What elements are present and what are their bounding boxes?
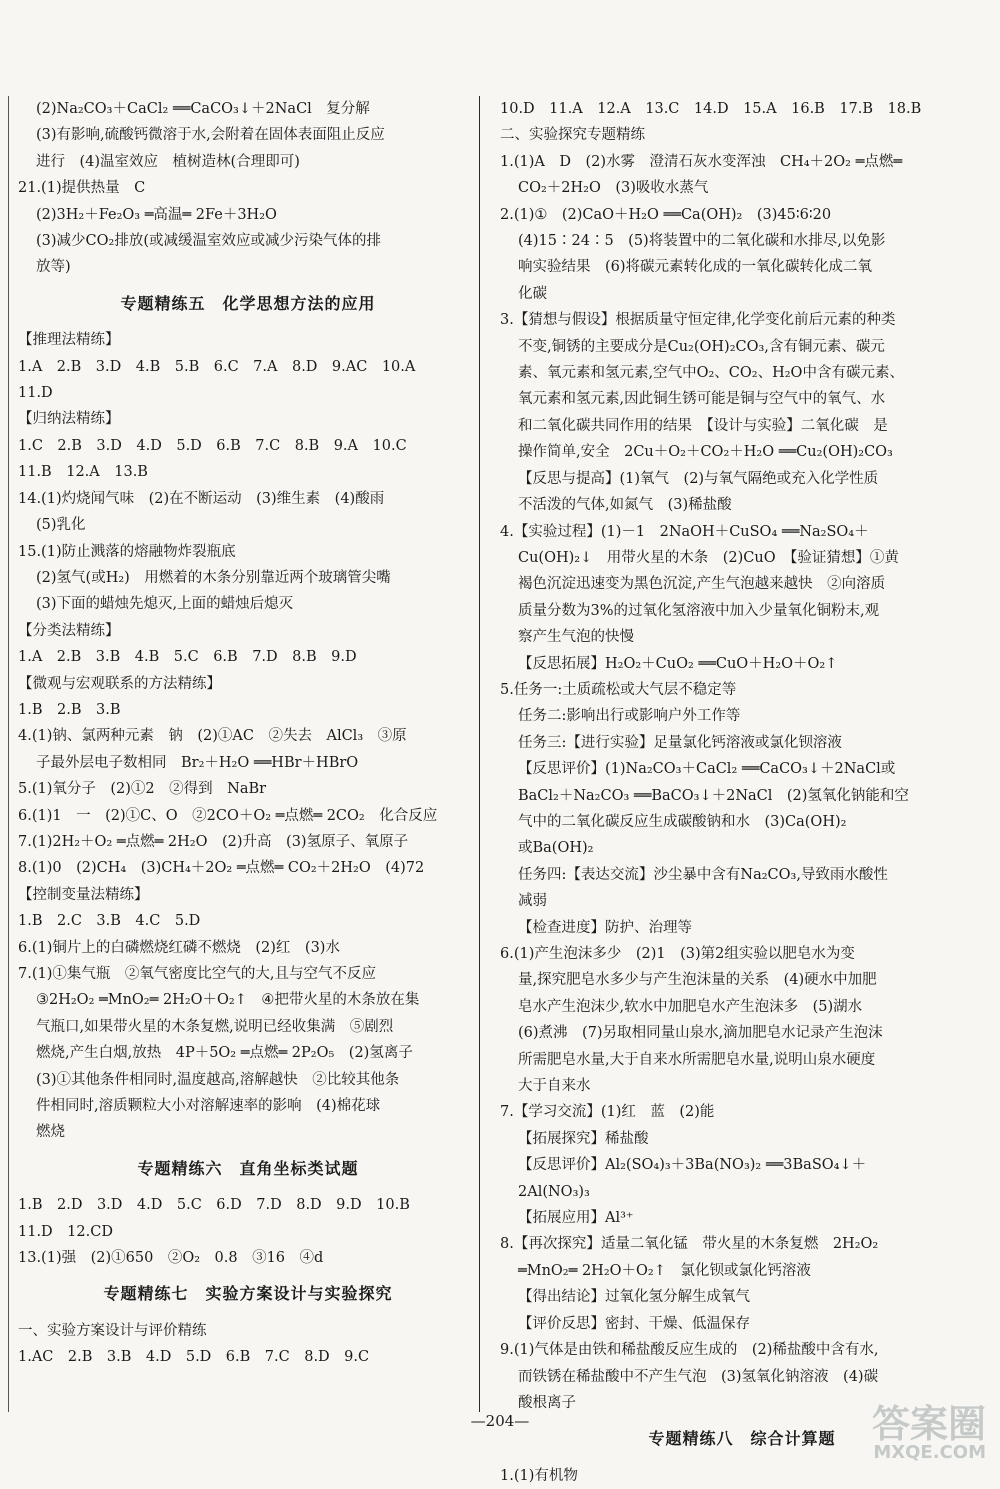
left-column [18, 96, 478, 1371]
answer-line: 或Ba(OH)₂ [518, 840, 594, 857]
answer-line: 5.(1)氧分子 (2)①2 ②得到 NaBr [18, 781, 267, 798]
answer-line: 放等) [36, 259, 71, 276]
answer-line: 子最外层电子数相同 Br₂＋H₂O ══HBr＋HBrO [36, 754, 359, 771]
answer-line: (5)乳化 [36, 517, 86, 534]
answer-line: (2)3H₂＋Fe₂O₃ ═高温═ 2Fe＋3H₂O [36, 206, 277, 223]
answer-line: 11.D 12.CD [18, 1223, 113, 1240]
answer-line: (3)①其他条件相同时,温度越高,溶解越快 ②比较其他条 [36, 1071, 400, 1088]
answer-line: 【反思与提高】(1)氧气 (2)与氧气隔绝或充入化学性质 [518, 470, 879, 487]
answer-line: 【分类法精练】 [18, 622, 120, 639]
answer-line: 7.(1)2H₂＋O₂ ═点燃═ 2H₂O (2)升高 (3)氢原子、氧原子 [18, 833, 409, 850]
answer-line: 量,探究肥皂水多少与产生泡沫量的关系 (4)硬水中加肥 [518, 972, 877, 989]
answer-line: 8.(1)0 (2)CH₄ (3)CH₄＋2O₂ ═点燃═ CO₂＋2H₂O (4)72 [18, 860, 425, 877]
answer-line: ③2H₂O₂ ═MnO₂═ 2H₂O＋O₂↑ ④把带火星的木条放在集 [36, 992, 420, 1009]
answer-line: 素、氧元素和氢元素,空气中O₂、CO₂、H₂O中含有碳元素、 [518, 365, 904, 382]
answer-line: 【微观与宏观联系的方法精练】 [18, 675, 221, 692]
answer-line: 10.D 11.A 12.A 13.C 14.D 15.A 16.B 17.B 18.B [500, 101, 922, 117]
answer-line: 4.(1)钠、氯两种元素 钠 (2)①AC ②失去 AlCl₃ ③原 [18, 728, 407, 745]
answer-line: 和二氧化碳共同作用的结果 【设计与实验】二氧化碳 是 [518, 417, 888, 434]
answer-line: (3)减少CO₂排放(或减缓温室效应或减少污染气体的排 [36, 233, 381, 250]
column-divider [479, 96, 480, 1412]
answer-line: 5.任务一:土质疏松或大气层不稳定等 [500, 681, 737, 698]
answer-line: 大于自来水 [518, 1078, 591, 1095]
answer-line: 【检查进度】防护、治理等 [518, 919, 692, 936]
answer-line: 【拓展应用】Al³⁺ [518, 1210, 634, 1227]
answer-line: 而铁锈在稀盐酸中不产生气泡 (3)氢氧化钠溶液 (4)碳 [518, 1368, 879, 1385]
answer-line: 8.【再次探究】适量二氧化锰 带火星的木条复燃 2H₂O₂ [500, 1236, 879, 1253]
answer-line: 所需肥皂水量,大于自来水所需肥皂水量,说明山泉水硬度 [518, 1051, 876, 1068]
answer-line: 11.B 12.A 13.B [18, 464, 148, 481]
watermark-logo [796, 1393, 986, 1463]
answer-line: 11.D [18, 385, 53, 402]
watermark-url: MXQE.COM [873, 1442, 986, 1463]
answer-line: 氧元素和氢元素,因此铜生锈可能是铜与空气中的氧气、水 [518, 391, 886, 408]
answer-line: 酸根离子 [518, 1394, 576, 1411]
answer-line: 燃烧,产生白烟,放热 4P＋5O₂ ═点燃═ 2P₂O₅ (2)氢离子 [36, 1045, 413, 1062]
answer-line: 化碳 [518, 285, 547, 302]
answer-line: (2)Na₂CO₃＋CaCl₂ ══CaCO₃↓＋2NaCl 复分解 [36, 101, 370, 117]
answer-line: 【控制变量法精练】 [18, 886, 149, 903]
answer-line: 1.AC 2.B 3.B 4.D 5.D 6.B 7.C 8.D 9.C [18, 1349, 370, 1366]
answer-line: 3.【猜想与假设】根据质量守恒定律,化学变化前后元素的种类 [500, 312, 896, 329]
answer-line: 件相同时,溶质颗粒大小对溶解速率的影响 (4)棉花球 [36, 1098, 381, 1115]
answer-line: 7.(1)①集气瓶 ②氧气密度比空气的大,且与空气不反应 [18, 966, 376, 982]
answer-line: 不活泼的气体,如氮气 (3)稀盐酸 [518, 497, 732, 514]
answer-line: 操作简单,安全 2Cu＋O₂＋CO₂＋H₂O ══Cu₂(OH)₂CO₃ [518, 444, 893, 461]
answer-line: (4)15∶24∶5 (5)将装置中的二氧化碳和水排尽,以免影 [518, 233, 886, 250]
answer-line: 燃烧 [36, 1124, 65, 1141]
answer-line: 【反思评价】(1)Na₂CO₃＋CaCl₂ ══CaCO₃↓＋2NaCl或 [518, 761, 896, 778]
answer-line: 1.(1)A D (2)水雾 澄清石灰水变浑浊 CH₄＋2O₂ ═点燃═ [500, 153, 903, 170]
answer-line: 6.(1)产生泡沫多少 (2)1 (3)第2组实验以肥皂水为变 [500, 946, 855, 962]
answer-line: 6.(1)铜片上的白磷燃烧红磷不燃烧 (2)红 (3)水 [18, 939, 340, 956]
answer-line: 2.(1)① (2)CaO＋H₂O ══Ca(OH)₂ (3)45∶6∶20 [500, 206, 832, 223]
answer-line: (3)有影响,硫酸钙微溶于水,会附着在固体表面阻止反应 [36, 127, 385, 144]
answer-line: 1.A 2.B 3.B 4.B 5.C 6.B 7.D 8.B 9.D [18, 649, 357, 666]
right-column [500, 96, 984, 1489]
answer-line: 13.(1)强 (2)①650 ②O₂ 0.8 ③16 ④d [18, 1250, 324, 1267]
answer-line: BaCl₂＋Na₂CO₃ ══BaCO₃↓＋2NaCl (2)氢氧化钠能和空 [518, 787, 909, 804]
section-heading: 专题精练七 实验方案设计与实验探究 [103, 1284, 393, 1304]
answer-line: 减弱 [518, 893, 547, 910]
answer-line: CO₂＋2H₂O (3)吸收水蒸气 [518, 180, 709, 197]
answer-line: 【评价反思】密封、干燥、低温保存 [518, 1315, 750, 1332]
answer-line: 1.A 2.B 3.D 4.B 5.B 6.C 7.A 8.D 9.AC 10.A [18, 358, 416, 375]
answer-line: 进行 (4)温室效应 植树造林(合理即可) [36, 153, 300, 170]
watermark-text: 答案圈 [871, 1402, 986, 1446]
answer-line: 气中的二氧化碳反应生成碳酸钠和水 (3)Ca(OH)₂ [518, 813, 847, 830]
answer-line: 1.B 2.B 3.B [18, 701, 121, 718]
answer-line: 6.(1)1 一 (2)①C、O ②2CO＋O₂ ═点燃═ 2CO₂ 化合反应 [18, 807, 438, 824]
answer-line: 1.(1)有机物 [500, 1467, 578, 1484]
answer-line: 【拓展探究】稀盐酸 [518, 1130, 649, 1147]
answer-line: 【反思评价】Al₂(SO₄)₃＋3Ba(NO₃)₂ ══3BaSO₄↓＋ [518, 1157, 867, 1174]
answer-line: 【反思拓展】H₂O₂＋CuO₂ ══CuO＋H₂O＋O₂↑ [518, 655, 838, 672]
answer-line: 21.(1)提供热量 C [18, 180, 146, 197]
answer-line: 褐色沉淀迅速变为黑色沉淀,产生气泡越来越快 ②向溶质 [518, 576, 886, 593]
answer-line: (2)氢气(或H₂) 用燃着的木条分别靠近两个玻璃管尖嘴 [36, 569, 391, 586]
answer-line: 【推理法精练】 [18, 332, 120, 349]
answer-line: 不变,铜锈的主要成分是Cu₂(OH)₂CO₃,含有铜元素、碳元 [518, 338, 885, 355]
answer-line: 2Al(NO₃)₃ [518, 1183, 590, 1200]
answer-line: 4.【实验过程】(1)－1 2NaOH＋CuSO₄ ══Na₂SO₄＋ [500, 523, 869, 540]
answer-line: 1.B 2.D 3.D 4.D 5.C 6.D 7.D 8.D 9.D 10.B [18, 1197, 410, 1214]
answer-line: 1.C 2.B 3.D 4.D 5.D 6.B 7.C 8.B 9.A 10.C [18, 437, 407, 454]
answer-line: 1.B 2.C 3.B 4.C 5.D [18, 913, 201, 930]
answer-line: 7.【学习交流】(1)红 蓝 (2)能 [500, 1104, 715, 1121]
answer-line: 质量分数为3%的过氧化氢溶液中加入少量氧化铜粉末,观 [518, 602, 880, 619]
answer-line: 【归纳法精练】 [18, 411, 120, 428]
answer-line: 察产生气泡的快慢 [518, 629, 634, 646]
answer-line: (3)下面的蜡烛先熄灭,上面的蜡烛后熄灭 [36, 596, 294, 613]
answer-line: 响实验结果 (6)将碳元素转化成的一氧化碳转化成二氧 [518, 259, 873, 276]
page-number: —204— [470, 1412, 530, 1430]
section-heading: 专题精练八 综合计算题 [648, 1429, 836, 1449]
answer-line: 皂水产生泡沫少,软水中加肥皂水产生泡沫多 (5)湖水 [518, 998, 863, 1015]
answer-line: Cu(OH)₂↓ 用带火星的木条 (2)CuO 【验证猜想】①黄 [518, 549, 899, 566]
section-heading: 专题精练五 化学思想方法的应用 [120, 293, 376, 313]
answer-line: 15.(1)防止溅落的熔融物炸裂瓶底 [18, 543, 236, 560]
left-margin-rule [8, 96, 9, 1412]
answer-line: 14.(1)灼烧闻气味 (2)在不断运动 (3)维生素 (4)酸雨 [18, 490, 385, 507]
answer-line: 【得出结论】过氧化氢分解生成氧气 [518, 1289, 750, 1306]
answer-line: 二、实验探究专题精练 [500, 127, 645, 144]
section-heading: 专题精练六 直角坐标类试题 [137, 1158, 359, 1178]
answer-line: (6)煮沸 (7)另取相同量山泉水,滴加肥皂水记录产生泡沫 [518, 1025, 883, 1042]
answer-line: 任务四:【表达交流】沙尘暴中含有Na₂CO₃,导致雨水酸性 [518, 866, 888, 883]
answer-line: 一、实验方案设计与评价精练 [18, 1322, 207, 1339]
answer-line: 9.(1)气体是由铁和稀盐酸反应生成的 (2)稀盐酸中含有水, [500, 1342, 879, 1359]
answer-line: 任务二:影响出行或影响户外工作等 [518, 708, 741, 725]
answer-line: 任务三:【进行实验】足量氯化钙溶液或氯化钡溶液 [518, 734, 842, 751]
answer-line: 气瓶口,如果带火星的木条复燃,说明已经收集满 ⑤剧烈 [36, 1018, 394, 1035]
answer-line: ═MnO₂═ 2H₂O＋O₂↑ 氯化钡或氯化钙溶液 [518, 1262, 811, 1279]
